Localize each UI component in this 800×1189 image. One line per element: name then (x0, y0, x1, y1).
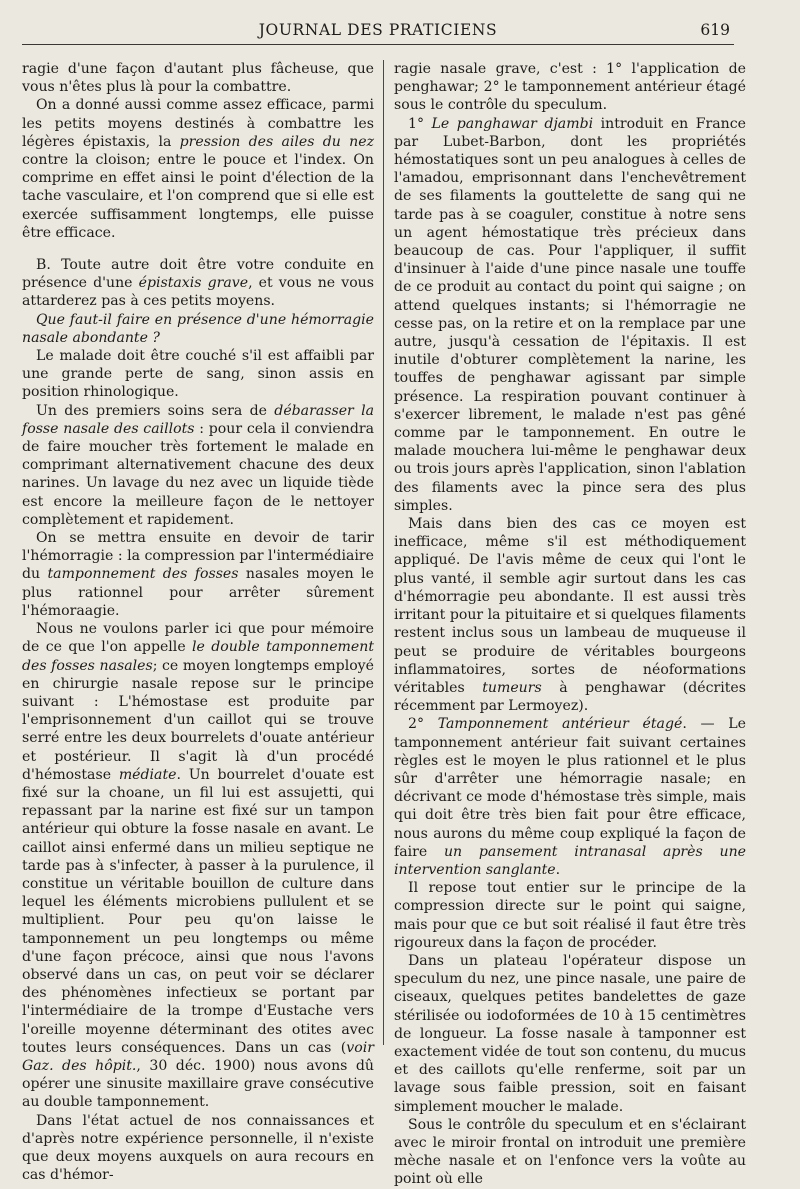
paragraph: ragie nasale grave, c'est : 1° l'application de penghawar; 2° le tamponnement antérieur étagé sous le contrôle du speculum. (394, 61, 746, 114)
italic-phrase: tumeurs (482, 679, 542, 696)
right-column (394, 60, 746, 1188)
journal-title: JOURNAL DES PRATICIENS (258, 21, 498, 39)
paragraph: Le malade doit être couché s'il est affaibli par une grande perte de sang, sinon assis en position rhinologique. (22, 348, 374, 401)
running-header (22, 18, 734, 45)
paragraph: On se mettra ensuite en devoir de tarir l'hémorragie : la compression par l'intermédiaire du tamponnement des fosses nasales moyen le plus rationnel pour arrêter sûrement l'hémoraagie. (22, 530, 374, 619)
italic-phrase: pression des ailes du nez (179, 133, 374, 150)
italic-phrase: un pansement intranasal après une intervention sanglante (394, 843, 746, 878)
italic-phrase: le double tamponnement des fosses nasales (22, 639, 374, 674)
italic-phrase: Le panghawar djambi (431, 115, 594, 132)
paragraph: B. Toute autre doit être votre conduite en présence d'une épistaxis grave, et vous ne vous attarderez pas à ces petits moyens. (22, 257, 374, 310)
paragraph: Nous ne voulons parler ici que pour mémoire de ce que l'on appelle le double tamponnement des fosses nasales; ce moyen longtemps employé en chirurgie nasale repose sur le principe suivant : L'hémostase est produite par l'emprisonnement d'un caillot qui se trouve serré entre les deux bourrelets d'ouate antérieur et postérieur. Il s'agit là d'un procédé d'hémostase médiate. Un bourrelet d'ouate est fixé sur la choane, un fil lui est assujetti, qui repassant par la narine est fixé sur un tampon antérieur qui obture la fosse nasale en avant. Le caillot ainsi enfermé dans un milieu septique ne tarde pas à s'infecter, à passer à la purulence, il constitue un véritable bouillon de culture dans lequel les éléments microbiens pullulent et se multiplient. Pour peu qu'on laisse le tamponnement un peu longtemps ou même d'une façon précoce, ainsi que nous l'avons observé dans un cas, on peut voir se déclarer des phénomènes infectieux se portant par l'intermédiaire de la trompe d'Eustache vers l'oreille moyenne déterminant des otites avec toutes leurs conséquences. Dans un cas (voir Gaz. des hôpit., 30 déc. 1900) nous avons dû opérer une sinusite maxillaire grave consécutive au double tamponnement. (22, 621, 374, 1111)
paragraph: ragie d'une façon d'autant plus fâcheuse, que vous n'êtes plus là pour la combattre. (22, 61, 374, 96)
italic-phrase: médiate (118, 766, 177, 783)
paragraph: Dans l'état actuel de nos connaissances et d'après notre expérience personnelle, il n'existe que deux moyens auxquels on aura recours en cas d'hémor- (22, 1112, 374, 1184)
paragraph: Dans un plateau l'opérateur dispose un speculum du nez, une pince nasale, une paire de ciseaux, quelques petites bandelettes de gaze stérilisée ou iodoformées de 10 à 15 centimètres de longueur. La fosse nasale à tamponner est exactement vidée de tout son contenu, du mucus et des caillots qu'elle renferme, soit par un lavage sous faible pression, soit en faisant simplement moucher le malade. (394, 952, 746, 1115)
left-column (22, 60, 374, 1184)
italic-phrase: Tamponnement antérieur étagé (437, 716, 683, 733)
paragraph: Mais dans bien des cas ce moyen est inefficace, même s'il est méthodiquement appliqué. De l'avis même de ceux qui l'ont le plus vanté, il semble agir surtout dans les cas d'hémorragie peu abondante. Il est aussi très irritant pour la pituitaire et si quelques filaments restent inclus sous un lambeau de muqueuse il peut se produire de véritables bourgeons inflammatoires, sortes de néoformations véritables tumeurs à penghawar (décrites récemment par Lermoyez). (394, 516, 746, 715)
italic-phrase: tamponnement des fosses (47, 566, 239, 583)
paragraph: On a donné aussi comme assez efficace, parmi les petits moyens destinés à combattre les légères épistaxis, la pression des ailes du nez contre la cloison; entre le pouce et l'index. On comprime en effet ainsi le point d'élection de la tache vasculaire, et l'on comprend que si elle est exercée suffisamment longtemps, elle puisse être efficace. (22, 97, 374, 241)
page-number: 619 (700, 21, 730, 39)
italic-phrase: épistaxis grave (138, 275, 249, 292)
italic-citation: voir Gaz. des hôpit. (22, 1039, 374, 1074)
paragraph: Il repose tout entier sur le principe de la compression directe sur le point qui saigne, mais pour que ce but soit réalisé il faut être très rigoureux dans la façon de procéder. (394, 880, 746, 951)
section-question: Que faut-il faire en présence d'une hémorragie nasale abondante ? (22, 311, 374, 346)
paragraph: 2° Tamponnement antérieur étagé. — Le tamponnement antérieur fait suivant certaines règles est le moyen le plus rationnel et le plus sûr d'arrêter une hémorragie nasale; en décrivant ce mode d'hémostase très simple, mais qui doit être très bien fait pour être efficace, nous aurons du même coup expliqué la façon de faire un pansement intranasal après une intervention sanglante. (394, 716, 746, 878)
paragraph: Un des premiers soins sera de débarasser la fosse nasale des caillots : pour cela il conviendra de faire moucher très fortement le malade en comprimant alternativement chacune des deux narines. Un lavage du nez avec un liquide tiède est encore la meilleure façon de le nettoyer complètement et rapidement. (22, 402, 374, 528)
paragraph: Sous le contrôle du speculum et en s'éclairant avec le miroir frontal on introduit une première mèche nasale et on l'enfonce vers la voûte au point où elle (394, 1116, 746, 1188)
italic-phrase: débarasser la fosse nasale des caillots (22, 402, 374, 437)
paragraph: 1° Le panghawar djambi introduit en France par Lubet-Barbon, dont les propriétés hémostatiques sont un peu analogues à celles de l'amadou, emprisonnant dans l'enchevêtrement de ses filaments la gouttelette de sang qui ne tarde pas à se coaguler, constitue à notre sens un agent hémostatique très précieux dans beaucoup de cas. Pour l'appliquer, il suffit d'insinuer à l'aide d'une pince nasale une touffe de ce produit au contact du point qui saigne ; on attend quelques instants; si l'hémorragie ne cesse pas, on la retire et on la remplace par une autre, jusqu'à cessation de l'épitaxis. Il est inutile d'obturer complètement la narine, les touffes de penghawar agissant par simple présence. La respiration pouvant continuer à s'exercer librement, le malade n'est pas gêné comme par le tamponnement. En outre le malade mouchera lui-même le penghawar deux ou trois jours après l'application, sinon l'ablation des filaments avec la pince sera des plus simples. (394, 115, 746, 514)
column-divider (383, 60, 384, 1045)
